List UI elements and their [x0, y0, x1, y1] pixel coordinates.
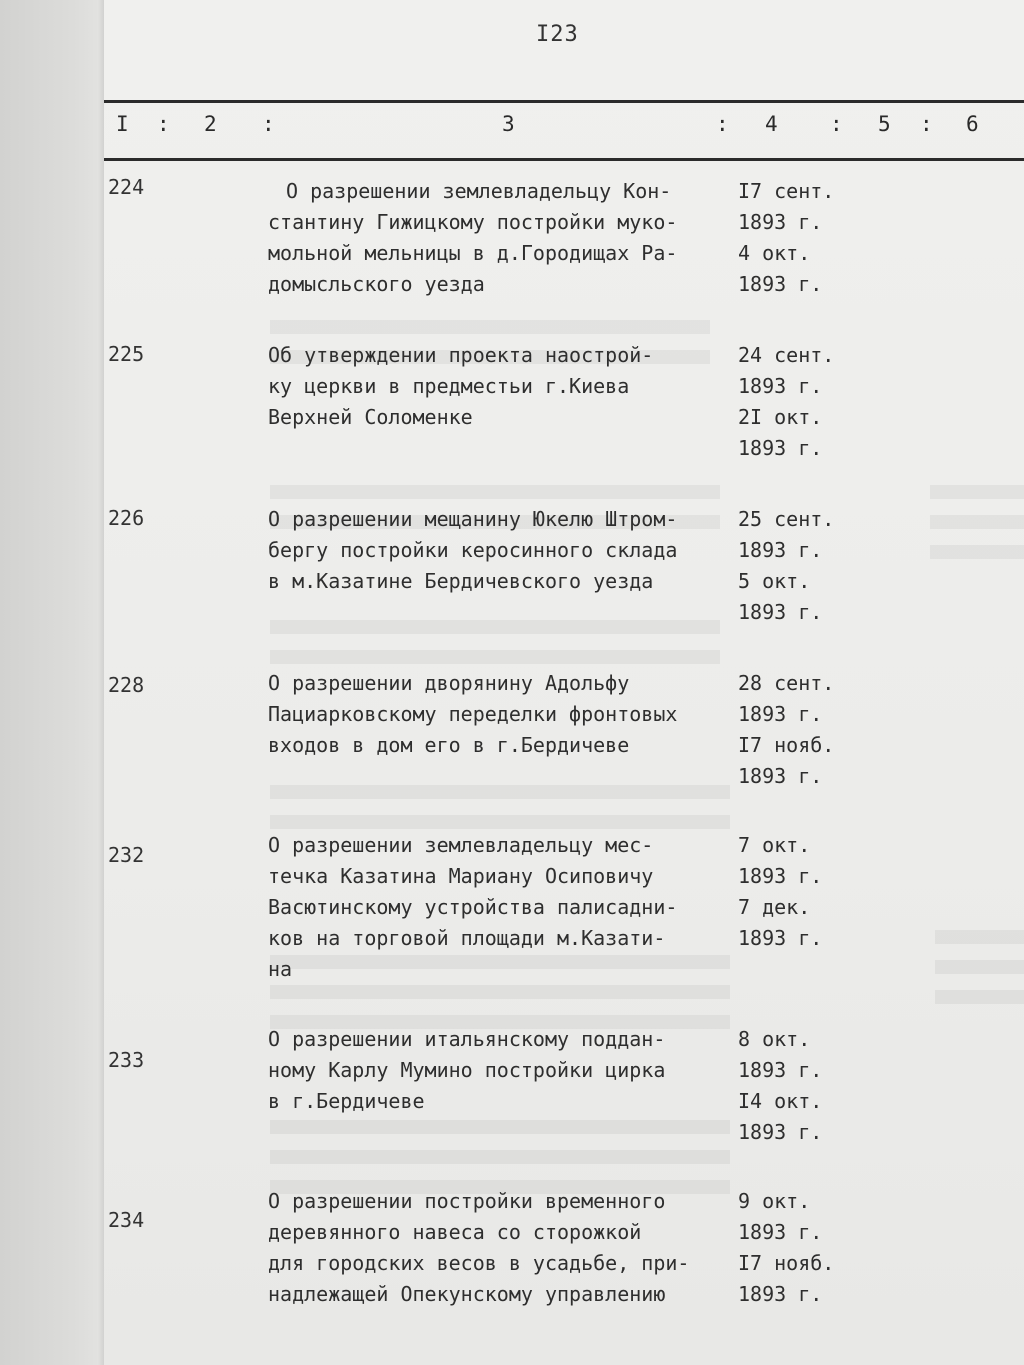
column-header-2: 2	[204, 112, 217, 136]
entry-number: 225	[108, 342, 145, 366]
column-separator: :	[157, 112, 170, 136]
bleed-through-shadow	[930, 485, 1024, 565]
entry-title: О разрешении постройки временного деревянного навеса со сторожкой для городских весов в усадьбе, при- надлежащей Опекунскому управлению	[268, 1189, 690, 1306]
entry-title: О разрешении итальянскому поддан- ному Карлу Мумино постройки цирка в г.Бердичеве	[268, 1027, 666, 1113]
entry-number: 224	[108, 175, 145, 199]
column-header-1: I	[116, 112, 129, 136]
entry-dates: 24 сент. 1893 г. 2I окт. 1893 г.	[738, 343, 835, 460]
entry-dates: 28 сент. 1893 г. I7 нояб. 1893 г.	[738, 671, 835, 788]
entry-dates: 25 сент. 1893 г. 5 окт. 1893 г.	[738, 507, 835, 624]
header-rule-bottom	[104, 158, 1024, 161]
entry-title: О разрешении землевладельцу мес- течка Казатина Мариану Осиповичу Васютинскому устройства палисадни- ков на торговой площади м.Казати- на	[268, 833, 678, 981]
column-separator: :	[716, 112, 729, 136]
entry-dates: 9 окт. 1893 г. I7 нояб. 1893 г.	[738, 1189, 835, 1306]
column-header-4: 4	[765, 112, 778, 136]
header-rule-top	[104, 100, 1024, 103]
column-header-5: 5	[878, 112, 891, 136]
column-separator: :	[830, 112, 843, 136]
column-separator: :	[920, 112, 933, 136]
entry-title: О разрешении мещанину Юкелю Штром- бергу постройки керосинного склада в м.Казатине Бердичевского уезда	[268, 507, 678, 593]
entry-number: 228	[108, 673, 145, 697]
entry-number: 226	[108, 506, 145, 530]
column-header-6: 6	[966, 112, 979, 136]
page-number: I23	[536, 22, 579, 47]
column-header-3: 3	[502, 112, 515, 136]
entry-dates: 7 окт. 1893 г. 7 дек. 1893 г.	[738, 833, 823, 950]
entry-dates: I7 сент. 1893 г. 4 окт. 1893 г.	[738, 179, 835, 296]
entry-title: О разрешении дворянину Адольфу Пациарковскому переделки фронтовых входов в дом его в г.Бердичеве	[268, 671, 678, 757]
entry-title: О разрешении землевладельцу Кон- стантину Гижицкому постройки муко- мольной мельницы в д.Городищах Ра- домысльского уезда	[268, 179, 678, 296]
entry-number: 232	[108, 843, 145, 867]
bleed-through-shadow	[935, 930, 1024, 1020]
adjacent-page-edge	[0, 0, 104, 1365]
entry-number: 234	[108, 1208, 145, 1232]
entry-title: Об утверждении проекта наострой- ку церкви в предместьи г.Киева Верхней Соломенке	[268, 343, 654, 429]
column-separator: :	[262, 112, 275, 136]
entry-dates: 8 окт. 1893 г. I4 окт. 1893 г.	[738, 1027, 823, 1144]
entry-number: 233	[108, 1048, 145, 1072]
